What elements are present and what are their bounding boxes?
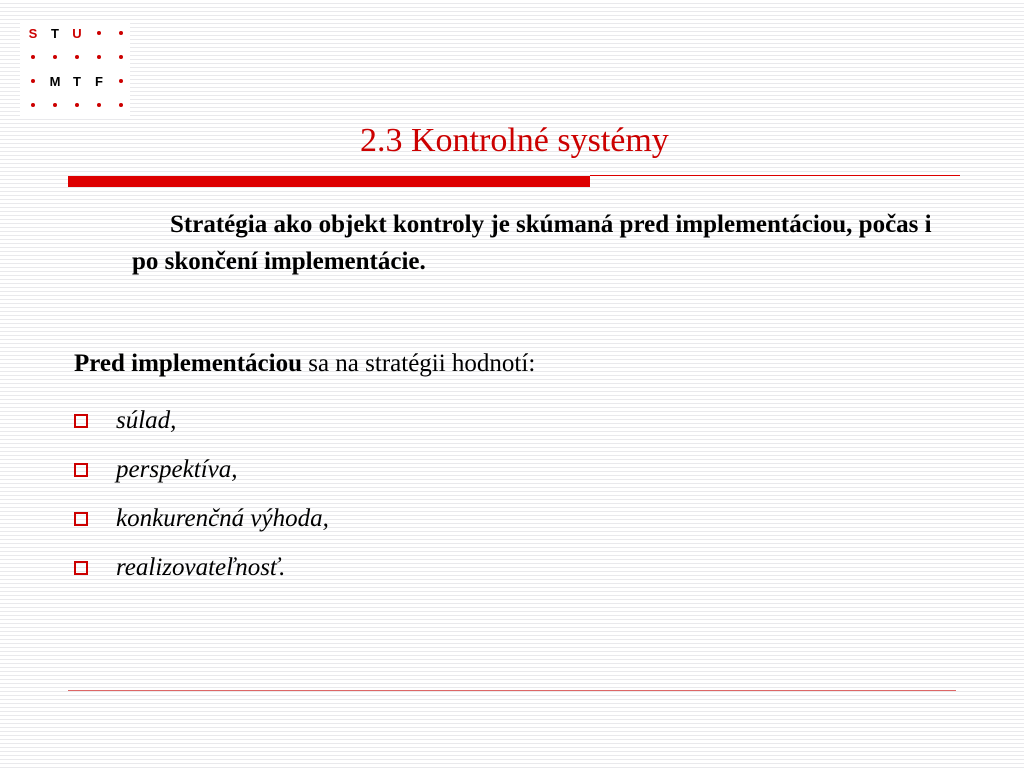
logo-letter: F	[95, 73, 103, 89]
list-item-text: konkurenčná výhoda,	[116, 504, 329, 532]
square-bullet-icon	[74, 463, 88, 477]
dot-icon	[97, 55, 101, 59]
stu-mtf-logo	[20, 20, 130, 116]
criteria-list	[74, 396, 329, 592]
dot-icon	[97, 31, 101, 35]
logo-letter: U	[72, 25, 82, 41]
title-underline-thin	[590, 175, 960, 176]
slide-title: 2.3 Kontrolné systémy	[360, 122, 669, 159]
logo-dot-icon	[112, 72, 130, 90]
dot-icon	[119, 79, 123, 83]
square-bullet-icon	[74, 561, 88, 575]
square-bullet-icon	[74, 414, 88, 428]
dot-icon	[31, 79, 35, 83]
dot-icon	[75, 55, 79, 59]
dot-icon	[31, 55, 35, 59]
dot-icon	[53, 103, 57, 107]
list-item-text: súlad,	[116, 406, 177, 434]
logo-dot-icon	[90, 48, 108, 66]
square-bullet-icon	[74, 512, 88, 526]
dot-icon	[53, 55, 57, 59]
footer-divider	[68, 690, 956, 691]
lead-strong-text: Pred implementáciou	[74, 350, 302, 377]
logo-dot-icon	[24, 96, 42, 114]
dot-icon	[31, 103, 35, 107]
title-underline-thick	[68, 176, 590, 187]
dot-icon	[119, 55, 123, 59]
lead-line	[74, 345, 535, 382]
dot-icon	[119, 31, 123, 35]
logo-letter: T	[51, 25, 59, 41]
logo-dot-icon	[46, 48, 64, 66]
logo-dot-icon	[68, 48, 86, 66]
logo-dot-icon	[112, 24, 130, 42]
logo-letter: T	[73, 73, 81, 89]
list-item	[74, 494, 329, 543]
logo-dot-icon	[90, 96, 108, 114]
lead-rest-text: sa na stratégii hodnotí:	[301, 350, 536, 377]
logo-letter: M	[49, 73, 61, 89]
list-item	[74, 543, 329, 592]
list-item	[74, 445, 329, 494]
logo-dot-icon	[112, 96, 130, 114]
logo-dot-icon	[112, 48, 130, 66]
logo-dot-icon	[46, 96, 64, 114]
list-item	[74, 396, 329, 445]
list-item-text: perspektíva,	[116, 455, 238, 483]
logo-dot-icon	[68, 96, 86, 114]
intro-paragraph: Stratégia ako objekt kontroly je skúmaná pred implementáciou, počas i po skončení implementácie.	[132, 211, 932, 275]
list-item-text: realizovateľnosť.	[116, 553, 286, 581]
logo-dot-icon	[24, 72, 42, 90]
logo-dot-icon	[90, 24, 108, 42]
dot-icon	[75, 103, 79, 107]
logo-dot-icon	[24, 48, 42, 66]
logo-letter: S	[28, 25, 38, 41]
dot-icon	[119, 103, 123, 107]
dot-icon	[97, 103, 101, 107]
